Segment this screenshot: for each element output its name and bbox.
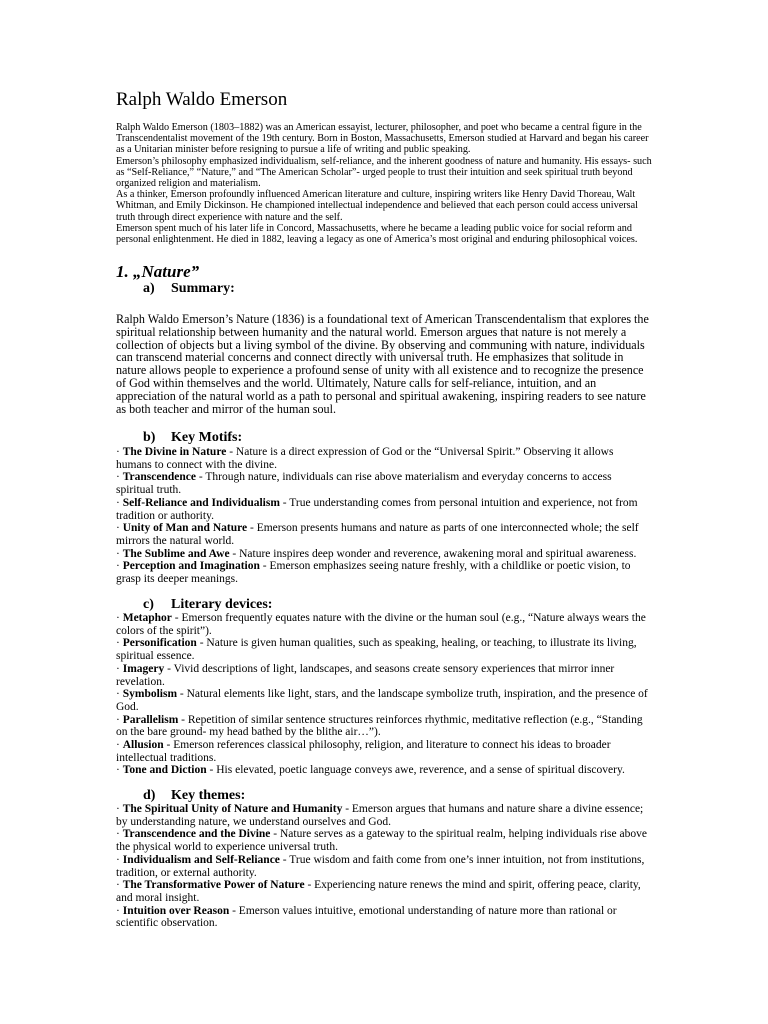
intro-paragraph: As a thinker, Emerson profoundly influenced American literature and culture, inspiring writers like Henry David Thoreau, Walt Whitman, and Emily Dickinson. He championed intellectual independence and believed that each person could access universal truth through direct experience with nature and the self. [116, 189, 638, 223]
subheading-letter: b) [143, 430, 156, 445]
list-item [116, 446, 652, 471]
list-item [116, 471, 652, 496]
list-item [116, 803, 652, 828]
bullet-icon: · [116, 904, 120, 917]
list-item-term: Transcendence [122, 471, 196, 484]
list-item-term: Metaphor [122, 612, 172, 624]
list-item-text: - Emerson references classical philosophy, religion, and literature to connect his ideas to broader intellectual traditions. [116, 739, 611, 764]
subheading-label: Key themes: [171, 788, 246, 803]
list-item-term: The Spiritual Unity of Nature and Humanity [122, 803, 343, 815]
list-item-term: Self-Reliance and Individualism [122, 496, 280, 509]
bullet-icon: · [116, 446, 120, 458]
list-item-text: - Repetition of similar sentence structures reinforces rhythmic, meditative reflection (e.g., “Standing on the bare ground- my head bathed by the blithe air…”). [116, 713, 643, 739]
bullet-icon: · [116, 713, 120, 726]
bullet-icon: · [116, 853, 120, 866]
list-item-text: - His elevated, poetic language conveys awe, reverence, and a sense of spiritual discovery. [206, 764, 625, 777]
bullet-icon: · [116, 522, 120, 535]
subheading-devices [143, 597, 272, 613]
list-item [116, 637, 652, 662]
subheading-label: Summary: [171, 281, 235, 296]
list-item-term: Symbolism [122, 688, 178, 701]
list-item [116, 714, 652, 739]
subheading-themes [143, 788, 245, 804]
bullet-icon: · [116, 560, 120, 573]
list-item-text: - Nature is a direct expression of God or the “Universal Spirit.” Observing it allows humans to connect with the divine. [116, 446, 614, 471]
list-item-text: - Natural elements like light, stars, and the landscape symbolize truth, inspiration, and the presence of God. [116, 688, 648, 713]
subheading-label: Key Motifs: [171, 430, 243, 445]
list-item-text: - Emerson values intuitive, emotional understanding of nature more than rational or scientific observation. [116, 904, 617, 930]
list-item-term: Allusion [122, 739, 164, 752]
subheading-letter: a) [143, 281, 155, 296]
list-item-term: Perception and Imagination [122, 560, 260, 573]
devices-list [116, 612, 652, 777]
bullet-icon: · [116, 547, 120, 560]
subheading-summary [143, 281, 235, 297]
list-item [116, 854, 652, 879]
bullet-icon: · [116, 739, 120, 752]
list-item [116, 905, 652, 930]
list-item-term: Intuition over Reason [122, 904, 230, 917]
list-item-term: Imagery [122, 662, 165, 675]
list-item-term: Parallelism [122, 713, 179, 726]
page-title: Ralph Waldo Emerson [116, 89, 288, 110]
bullet-icon: · [116, 612, 120, 624]
list-item-text: - Nature is given human qualities, such as speaking, healing, or teaching, to illustrate its living, spiritual essence. [116, 637, 637, 663]
bullet-icon: · [116, 688, 120, 701]
bullet-icon: · [116, 471, 120, 484]
list-item-term: The Transformative Power of Nature [122, 879, 305, 892]
intro-paragraph: Emerson’s philosophy emphasized individualism, self-reliance, and the inherent goodness of nature and humanity. His essays- such as “Self-Reliance,” “Nature,” and “The American Scholar”- urged people to trust their intuition and seek spiritual truth beyond organized religion and materialism. [116, 155, 652, 190]
list-item-term: Personification [122, 637, 197, 650]
list-item-text: - Vivid descriptions of light, landscapes, and seasons create sensory experiences that mirror inner revelation. [116, 662, 615, 688]
bullet-icon: · [116, 764, 120, 777]
list-item-text: - Through nature, individuals can rise above materialism and everyday concerns to access spiritual truth. [116, 471, 612, 497]
list-item-text: - True understanding comes from personal intuition and experience, not from tradition or authority. [116, 496, 638, 522]
list-item-term: Tone and Diction [122, 764, 207, 777]
list-item-text: - Emerson presents humans and nature as parts of one interconnected whole; the self mirrors the natural world. [116, 522, 639, 547]
list-item [116, 739, 652, 764]
bullet-icon: · [116, 496, 120, 509]
list-item [116, 548, 652, 561]
subheading-motifs [143, 430, 242, 446]
section-heading: 1. „Nature” [116, 262, 200, 281]
list-item [116, 522, 652, 547]
list-item-term: The Sublime and Awe [122, 547, 230, 560]
list-item-text: - True wisdom and faith come from one’s inner intuition, not from institutions, tradition, or external authority. [116, 853, 645, 879]
list-item [116, 688, 652, 713]
intro-paragraph: Emerson spent much of his later life in Concord, Massachusetts, where he became a leading public voice for social reform and personal enlightenment. He died in 1882, leaving a legacy as one of America’s most original and enduring philosophical voices. [116, 222, 638, 246]
list-item-text: - Emerson emphasizes seeing nature freshly, with a childlike or poetic vision, to grasp its deeper meanings. [116, 560, 631, 586]
bullet-icon: · [116, 662, 120, 675]
list-item-text: - Nature inspires deep wonder and reverence, awakening moral and spiritual awareness. [229, 547, 637, 560]
list-item [116, 497, 652, 522]
bullet-icon: · [116, 803, 120, 815]
themes-list [116, 803, 652, 930]
motifs-list [116, 446, 652, 586]
list-item [116, 764, 652, 777]
subheading-label: Literary devices: [171, 597, 273, 612]
list-item [116, 879, 652, 904]
intro-section [116, 122, 652, 245]
list-item-term: The Divine in Nature [122, 446, 227, 458]
list-item-term: Individualism and Self-Reliance [122, 853, 280, 866]
summary-paragraph: Ralph Waldo Emerson’s Nature (1836) is a foundational text of American Transcendentalism that explores the spiritual relationship between humanity and the natural world. Emerson argues that nature is not merely a collection of objects but a living symbol of the divine. By observing and communing with nature, individuals can transcend material concerns and connect directly with universal truth. He emphasizes that solitude in nature allows people to experience a profound sense of unity with all existence and to recognize the presence of God within themselves and the world. Ultimately, Nature calls for self-reliance, intuition, and an appreciation of the natural world as a path to personal and spiritual awakening, inspiring readers to see nature as both teacher and mirror of the human soul. [116, 312, 649, 416]
intro-paragraph: Ralph Waldo Emerson (1803–1882) was an American essayist, lecturer, philosopher, and poet who became a central figure in the Transcendentalist movement of the 19th century. Born in Boston, Massachusetts, Emerson studied at Harvard and began his career as a Unitarian minister before resigning to pursue a life of writing and public speaking. [116, 122, 649, 156]
list-item-term: Unity of Man and Nature [122, 522, 248, 535]
bullet-icon: · [116, 637, 120, 650]
subheading-letter: c) [143, 597, 154, 612]
list-item [116, 560, 652, 585]
list-item [116, 828, 652, 853]
bullet-icon: · [116, 828, 120, 841]
list-item [116, 612, 652, 637]
subheading-letter: d) [143, 788, 156, 803]
list-item-term: Transcendence and the Divine [122, 828, 271, 841]
list-item-text: - Nature serves as a gateway to the spiritual realm, helping individuals rise above the physical world to experience universal truth. [116, 828, 647, 854]
list-item-text: - Emerson argues that humans and nature share a divine essence; by understanding nature, we understand ourselves and God. [116, 803, 644, 828]
list-item [116, 663, 652, 688]
bullet-icon: · [116, 879, 120, 892]
list-item-text: - Experiencing nature renews the mind and spirit, offering peace, clarity, and moral insight. [116, 879, 641, 904]
list-item-text: - Emerson frequently equates nature with the divine or the human soul (e.g., “Nature always wears the colors of the spirit”). [116, 612, 646, 637]
